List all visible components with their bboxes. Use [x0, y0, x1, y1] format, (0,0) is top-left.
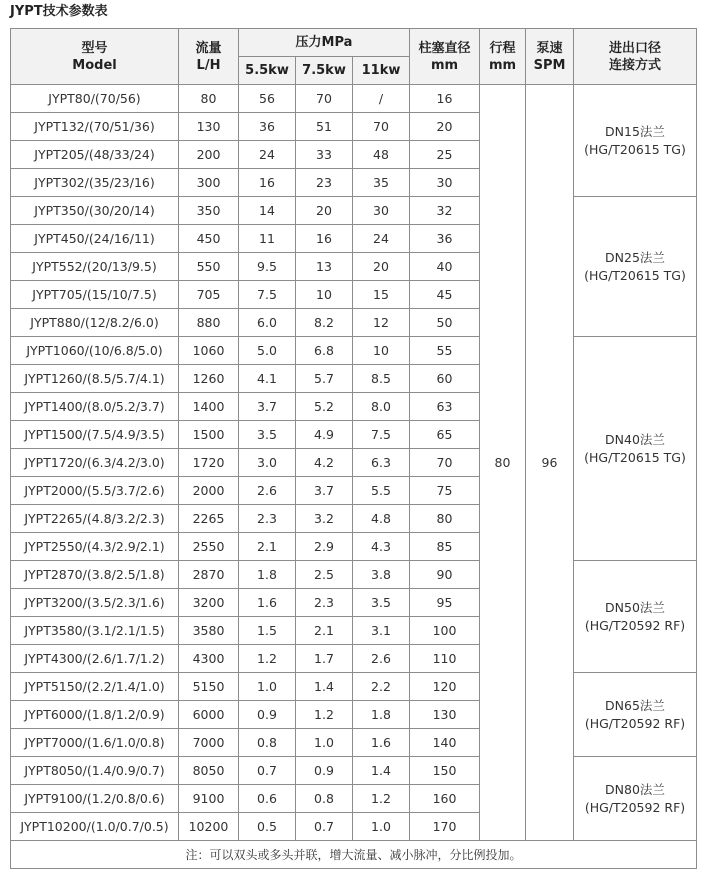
pressure-5-5kw-cell: 3.0 [239, 449, 296, 477]
pressure-11kw-cell: 3.1 [353, 617, 410, 645]
pressure-5-5kw-cell: 16 [239, 169, 296, 197]
pressure-11kw-cell: 15 [353, 281, 410, 309]
pressure-5-5kw-cell: 0.7 [239, 757, 296, 785]
connection-standard: (HG/T20615 TG) [584, 267, 686, 283]
pressure-7-5kw-cell: 0.8 [296, 785, 353, 813]
pressure-11kw-cell: 8.5 [353, 365, 410, 393]
table-row [11, 561, 697, 589]
model-cell: JYPT1720/(6.3/4.2/3.0) [11, 449, 179, 477]
plunger-diameter-cell: 40 [410, 253, 480, 281]
table-body [11, 85, 697, 841]
pressure-7-5kw-cell: 2.9 [296, 533, 353, 561]
pressure-7-5kw-cell: 1.2 [296, 701, 353, 729]
pressure-7-5kw-cell: 10 [296, 281, 353, 309]
flow-cell: 80 [179, 85, 239, 113]
model-cell: JYPT2265/(4.8/3.2/2.3) [11, 505, 179, 533]
pressure-5-5kw-cell: 3.7 [239, 393, 296, 421]
flow-cell: 5150 [179, 673, 239, 701]
flow-cell: 130 [179, 113, 239, 141]
flow-cell: 350 [179, 197, 239, 225]
pressure-5-5kw-cell: 0.8 [239, 729, 296, 757]
pressure-7-5kw-cell: 2.5 [296, 561, 353, 589]
header-stroke-unit: mm [488, 57, 517, 73]
connection-cell [574, 197, 697, 337]
connection-standard: (HG/T20592 RF) [584, 799, 686, 815]
plunger-diameter-cell: 110 [410, 645, 480, 673]
plunger-diameter-cell: 130 [410, 701, 480, 729]
header-model-en: Model [72, 57, 117, 73]
speed-value-cell: 96 [526, 85, 574, 841]
pressure-7-5kw-cell: 4.9 [296, 421, 353, 449]
plunger-diameter-cell: 75 [410, 477, 480, 505]
table-row [11, 757, 697, 785]
pressure-5-5kw-cell: 2.1 [239, 533, 296, 561]
pressure-7-5kw-cell: 2.3 [296, 589, 353, 617]
flow-cell: 8050 [179, 757, 239, 785]
model-cell: JYPT80/(70/56) [11, 85, 179, 113]
pressure-11kw-cell: 6.3 [353, 449, 410, 477]
connection-size: DN65法兰 [605, 697, 665, 713]
table-row [11, 337, 697, 365]
header-power-11kw: 11kw [353, 57, 410, 85]
plunger-diameter-cell: 90 [410, 561, 480, 589]
model-cell: JYPT132/(70/51/36) [11, 113, 179, 141]
flow-cell: 2265 [179, 505, 239, 533]
spec-table [10, 28, 697, 869]
model-cell: JYPT3580/(3.1/2.1/1.5) [11, 617, 179, 645]
plunger-diameter-cell: 120 [410, 673, 480, 701]
table-note: 注：可以双头或多头并联，增大流量、减小脉冲，分比例投加。 [11, 841, 697, 869]
plunger-diameter-cell: 140 [410, 729, 480, 757]
model-cell: JYPT1400/(8.0/5.2/3.7) [11, 393, 179, 421]
table-header [11, 29, 697, 85]
model-cell: JYPT1260/(8.5/5.7/4.1) [11, 365, 179, 393]
pressure-5-5kw-cell: 4.1 [239, 365, 296, 393]
pressure-7-5kw-cell: 1.4 [296, 673, 353, 701]
pressure-5-5kw-cell: 0.6 [239, 785, 296, 813]
pressure-7-5kw-cell: 0.9 [296, 757, 353, 785]
pressure-7-5kw-cell: 5.2 [296, 393, 353, 421]
model-cell: JYPT1060/(10/6.8/5.0) [11, 337, 179, 365]
plunger-diameter-cell: 70 [410, 449, 480, 477]
pressure-5-5kw-cell: 2.3 [239, 505, 296, 533]
header-power-7-5kw: 7.5kw [296, 57, 353, 85]
pressure-11kw-cell: 1.0 [353, 813, 410, 841]
pressure-5-5kw-cell: 36 [239, 113, 296, 141]
pressure-11kw-cell: 4.8 [353, 505, 410, 533]
connection-standard: (HG/T20615 TG) [584, 449, 686, 465]
header-power-5-5kw: 5.5kw [239, 57, 296, 85]
flow-cell: 9100 [179, 785, 239, 813]
header-connection-line1: 进出口径 [608, 40, 661, 56]
pressure-11kw-cell: 1.6 [353, 729, 410, 757]
model-cell: JYPT205/(48/33/24) [11, 141, 179, 169]
flow-cell: 7000 [179, 729, 239, 757]
pressure-7-5kw-cell: 5.7 [296, 365, 353, 393]
connection-standard: (HG/T20615 TG) [584, 141, 686, 157]
connection-cell [574, 337, 697, 561]
table-row [11, 197, 697, 225]
connection-size: DN80法兰 [605, 781, 665, 797]
header-connection [574, 29, 697, 85]
table-footer [11, 841, 697, 869]
plunger-diameter-cell: 170 [410, 813, 480, 841]
pressure-11kw-cell: 2.2 [353, 673, 410, 701]
pressure-7-5kw-cell: 1.0 [296, 729, 353, 757]
flow-cell: 1260 [179, 365, 239, 393]
connection-size: DN50法兰 [605, 599, 665, 615]
pressure-5-5kw-cell: 7.5 [239, 281, 296, 309]
model-cell: JYPT552/(20/13/9.5) [11, 253, 179, 281]
header-speed-cn: 泵速 [536, 40, 563, 56]
flow-cell: 3580 [179, 617, 239, 645]
pressure-5-5kw-cell: 1.5 [239, 617, 296, 645]
flow-cell: 1060 [179, 337, 239, 365]
table-row [11, 85, 697, 113]
header-speed-unit: SPM [533, 57, 566, 73]
plunger-diameter-cell: 50 [410, 309, 480, 337]
plunger-diameter-cell: 20 [410, 113, 480, 141]
model-cell: JYPT880/(12/8.2/6.0) [11, 309, 179, 337]
header-stroke-cn: 行程 [489, 40, 516, 56]
page-title: JYPT技术参数表 [10, 4, 108, 19]
header-model [11, 29, 179, 85]
pressure-7-5kw-cell: 0.7 [296, 813, 353, 841]
plunger-diameter-cell: 32 [410, 197, 480, 225]
flow-cell: 300 [179, 169, 239, 197]
flow-cell: 2870 [179, 561, 239, 589]
pressure-5-5kw-cell: 1.6 [239, 589, 296, 617]
stroke-value-cell: 80 [480, 85, 526, 841]
model-cell: JYPT705/(15/10/7.5) [11, 281, 179, 309]
connection-standard: (HG/T20592 RF) [584, 715, 686, 731]
connection-cell [574, 757, 697, 841]
pressure-11kw-cell: 30 [353, 197, 410, 225]
flow-cell: 450 [179, 225, 239, 253]
pressure-11kw-cell: 3.5 [353, 589, 410, 617]
model-cell: JYPT4300/(2.6/1.7/1.2) [11, 645, 179, 673]
pressure-5-5kw-cell: 6.0 [239, 309, 296, 337]
flow-cell: 1400 [179, 393, 239, 421]
model-cell: JYPT10200/(1.0/0.7/0.5) [11, 813, 179, 841]
pressure-7-5kw-cell: 1.7 [296, 645, 353, 673]
pressure-7-5kw-cell: 8.2 [296, 309, 353, 337]
pressure-11kw-cell: 8.0 [353, 393, 410, 421]
pressure-11kw-cell: 1.4 [353, 757, 410, 785]
model-cell: JYPT450/(24/16/11) [11, 225, 179, 253]
pressure-7-5kw-cell: 51 [296, 113, 353, 141]
pressure-11kw-cell: 2.6 [353, 645, 410, 673]
connection-standard: (HG/T20592 RF) [584, 617, 686, 633]
pressure-5-5kw-cell: 3.5 [239, 421, 296, 449]
plunger-diameter-cell: 45 [410, 281, 480, 309]
pressure-5-5kw-cell: 11 [239, 225, 296, 253]
flow-cell: 200 [179, 141, 239, 169]
connection-cell [574, 673, 697, 757]
pressure-7-5kw-cell: 16 [296, 225, 353, 253]
flow-cell: 4300 [179, 645, 239, 673]
model-cell: JYPT8050/(1.4/0.9/0.7) [11, 757, 179, 785]
plunger-diameter-cell: 95 [410, 589, 480, 617]
plunger-diameter-cell: 60 [410, 365, 480, 393]
model-cell: JYPT3200/(3.5/2.3/1.6) [11, 589, 179, 617]
model-cell: JYPT7000/(1.6/1.0/0.8) [11, 729, 179, 757]
plunger-diameter-cell: 65 [410, 421, 480, 449]
header-flow-cn: 流量 [195, 40, 222, 56]
header-flow-unit: L/H [196, 57, 221, 73]
flow-cell: 705 [179, 281, 239, 309]
pressure-5-5kw-cell: 1.0 [239, 673, 296, 701]
plunger-diameter-cell: 100 [410, 617, 480, 645]
pressure-11kw-cell: 5.5 [353, 477, 410, 505]
pressure-5-5kw-cell: 14 [239, 197, 296, 225]
pressure-7-5kw-cell: 20 [296, 197, 353, 225]
connection-cell [574, 561, 697, 673]
pressure-11kw-cell: 24 [353, 225, 410, 253]
header-plunger-cn: 柱塞直径 [418, 40, 471, 56]
pressure-5-5kw-cell: 9.5 [239, 253, 296, 281]
header-connection-line2: 连接方式 [608, 57, 661, 73]
pressure-5-5kw-cell: 56 [239, 85, 296, 113]
pressure-11kw-cell: 4.3 [353, 533, 410, 561]
plunger-diameter-cell: 25 [410, 141, 480, 169]
plunger-diameter-cell: 150 [410, 757, 480, 785]
header-flow [179, 29, 239, 85]
flow-cell: 2550 [179, 533, 239, 561]
pressure-7-5kw-cell: 23 [296, 169, 353, 197]
pressure-5-5kw-cell: 24 [239, 141, 296, 169]
header-stroke [480, 29, 526, 85]
model-cell: JYPT302/(35/23/16) [11, 169, 179, 197]
connection-size: DN25法兰 [605, 249, 665, 265]
model-cell: JYPT350/(30/20/14) [11, 197, 179, 225]
pressure-5-5kw-cell: 0.9 [239, 701, 296, 729]
plunger-diameter-cell: 63 [410, 393, 480, 421]
model-cell: JYPT2550/(4.3/2.9/2.1) [11, 533, 179, 561]
header-model-cn: 型号 [81, 40, 108, 56]
model-cell: JYPT2000/(5.5/3.7/2.6) [11, 477, 179, 505]
plunger-diameter-cell: 55 [410, 337, 480, 365]
model-cell: JYPT1500/(7.5/4.9/3.5) [11, 421, 179, 449]
model-cell: JYPT5150/(2.2/1.4/1.0) [11, 673, 179, 701]
pressure-11kw-cell: 20 [353, 253, 410, 281]
table-row [11, 673, 697, 701]
pressure-11kw-cell: 10 [353, 337, 410, 365]
header-plunger-unit: mm [430, 57, 459, 73]
model-cell: JYPT2870/(3.8/2.5/1.8) [11, 561, 179, 589]
model-cell: JYPT6000/(1.8/1.2/0.9) [11, 701, 179, 729]
flow-cell: 2000 [179, 477, 239, 505]
connection-size: DN15法兰 [605, 123, 665, 139]
pressure-11kw-cell: 48 [353, 141, 410, 169]
pressure-7-5kw-cell: 3.2 [296, 505, 353, 533]
flow-cell: 550 [179, 253, 239, 281]
pressure-11kw-cell: / [353, 85, 410, 113]
header-speed [526, 29, 574, 85]
connection-cell [574, 85, 697, 197]
flow-cell: 3200 [179, 589, 239, 617]
plunger-diameter-cell: 160 [410, 785, 480, 813]
connection-size: DN40法兰 [605, 431, 665, 447]
pressure-11kw-cell: 35 [353, 169, 410, 197]
header-plunger [410, 29, 480, 85]
pressure-11kw-cell: 3.8 [353, 561, 410, 589]
plunger-diameter-cell: 80 [410, 505, 480, 533]
pressure-7-5kw-cell: 6.8 [296, 337, 353, 365]
pressure-11kw-cell: 1.8 [353, 701, 410, 729]
plunger-diameter-cell: 30 [410, 169, 480, 197]
flow-cell: 10200 [179, 813, 239, 841]
pressure-11kw-cell: 12 [353, 309, 410, 337]
pressure-7-5kw-cell: 13 [296, 253, 353, 281]
model-cell: JYPT9100/(1.2/0.8/0.6) [11, 785, 179, 813]
plunger-diameter-cell: 85 [410, 533, 480, 561]
pressure-5-5kw-cell: 5.0 [239, 337, 296, 365]
pressure-5-5kw-cell: 0.5 [239, 813, 296, 841]
pressure-5-5kw-cell: 2.6 [239, 477, 296, 505]
flow-cell: 6000 [179, 701, 239, 729]
pressure-11kw-cell: 1.2 [353, 785, 410, 813]
pressure-7-5kw-cell: 2.1 [296, 617, 353, 645]
pressure-11kw-cell: 7.5 [353, 421, 410, 449]
header-pressure: 压力MPa [239, 29, 410, 57]
pressure-5-5kw-cell: 1.8 [239, 561, 296, 589]
pressure-7-5kw-cell: 33 [296, 141, 353, 169]
flow-cell: 880 [179, 309, 239, 337]
plunger-diameter-cell: 16 [410, 85, 480, 113]
plunger-diameter-cell: 36 [410, 225, 480, 253]
flow-cell: 1500 [179, 421, 239, 449]
pressure-7-5kw-cell: 4.2 [296, 449, 353, 477]
flow-cell: 1720 [179, 449, 239, 477]
pressure-7-5kw-cell: 3.7 [296, 477, 353, 505]
pressure-5-5kw-cell: 1.2 [239, 645, 296, 673]
pressure-11kw-cell: 70 [353, 113, 410, 141]
pressure-7-5kw-cell: 70 [296, 85, 353, 113]
